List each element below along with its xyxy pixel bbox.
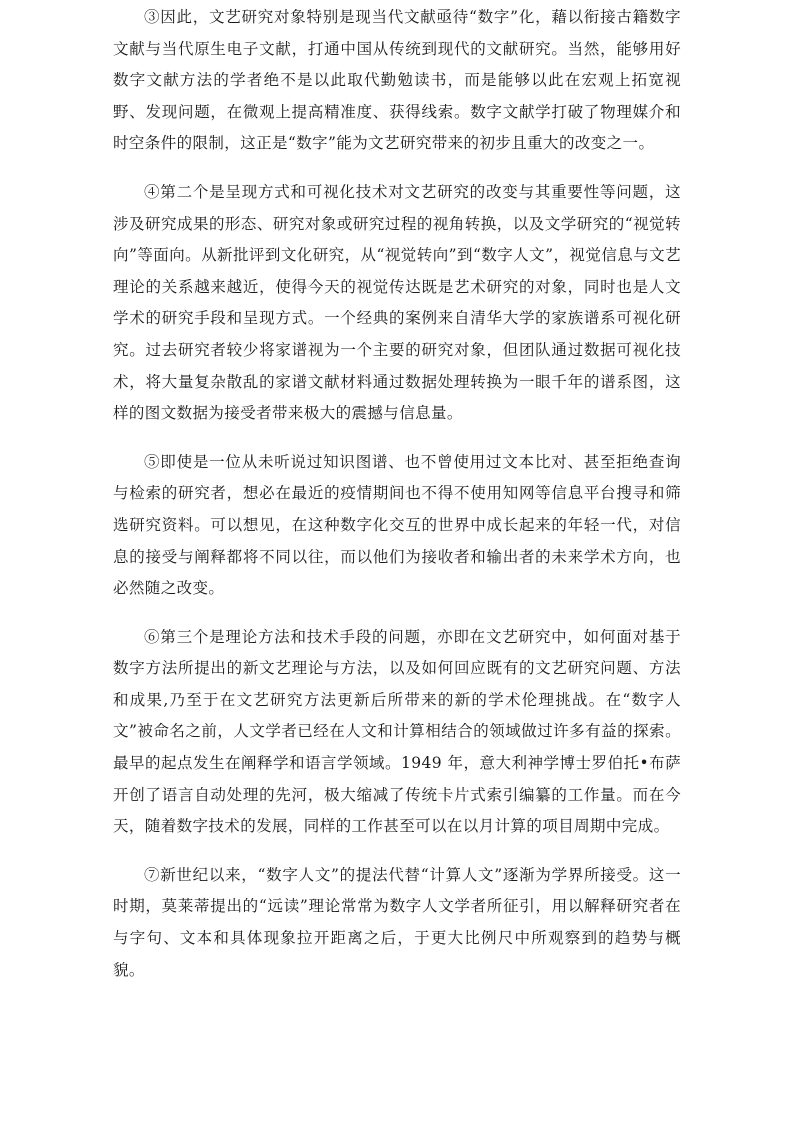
paragraph-4: ④第二个是呈现方式和可视化技术对文艺研究的改变与其重要性等问题，这涉及研究成果的形态、研究对象或研究过程的视角转换，以及文学研究的“视觉转向”等面向。从新批评到文化研究，从“视觉转向”到“数字人文”，视觉信息与文艺理论的关系越来越近，使得今天的视觉传达既是艺术研究的对象，同时也是人文学术的研究手段和呈现方式。一个经典的案例来自清华大学的家族谱系可视化研究。过去研究者较少将家谱视为一个主要的研究对象，但团队通过数据可视化技术，将大量复杂散乱的家谱文献材料通过数据处理转换为一眼千年的谱系图，这样的图文数据为接受者带来极大的震撼与信息量。 — [113, 182, 681, 423]
document-body — [113, 2, 681, 1003]
paragraph-6: ⑥第三个是理论方法和技术手段的问题，亦即在文艺研究中，如何面对基于数字方法所提出的新文艺理论与方法，以及如何回应既有的文艺研究问题、方法和成果,乃至于在文艺研究方法更新后所带来的新的学术伦理挑战。在“数字人文”被命名之前，人文学者已经在人文和计算相结合的领域做过许多有益的探索。最早的起点发生在阐释学和语言学领域。1949 年，意大利神学博士罗伯托•布萨开创了语言自动处理的先河，极大缩减了传统卡片式索引编纂的工作量。而在今天，随着数字技术的发展，同样的工作甚至可以在以月计算的项目周期中完成。 — [113, 627, 681, 836]
paragraph-3: ③因此，文艺研究对象特别是现当代文献亟待“数字”化，藉以衔接古籍数字文献与当代原生电子文献，打通中国从传统到现代的文献研究。当然，能够用好数字文献方法的学者绝不是以此取代勤勉读书，而是能够以此在宏观上拓宽视野、发现问题，在微观上提高精准度、获得线索。数字文献学打破了物理媒介和时空条件的限制，这正是“数字”能为文艺研究带来的初步且重大的改变之一。 — [113, 8, 681, 153]
paragraph-5: ⑤即使是一位从未听说过知识图谱、也不曾使用过文本比对、甚至拒绝查询与检索的研究者，想必在最近的疫情期间也不得不使用知网等信息平台搜寻和筛选研究资料。可以想见，在这种数字化交互的世界中成长起来的年轻一代，对信息的接受与阐释都将不同以往，而以他们为接收者和输出者的未来学术方向，也必然随之改变。 — [113, 452, 681, 598]
paragraph-7: ⑦新世纪以来，“数字人文”的提法代替“计算人文”逐渐为学界所接受。这一时期，莫莱蒂提出的“远读”理论常常为数字人文学者所征引，用以解释研究者在与字句、文本和具体现象拉开距离之后，于更大比例尺中所观察到的趋势与概貌。 — [113, 865, 681, 979]
